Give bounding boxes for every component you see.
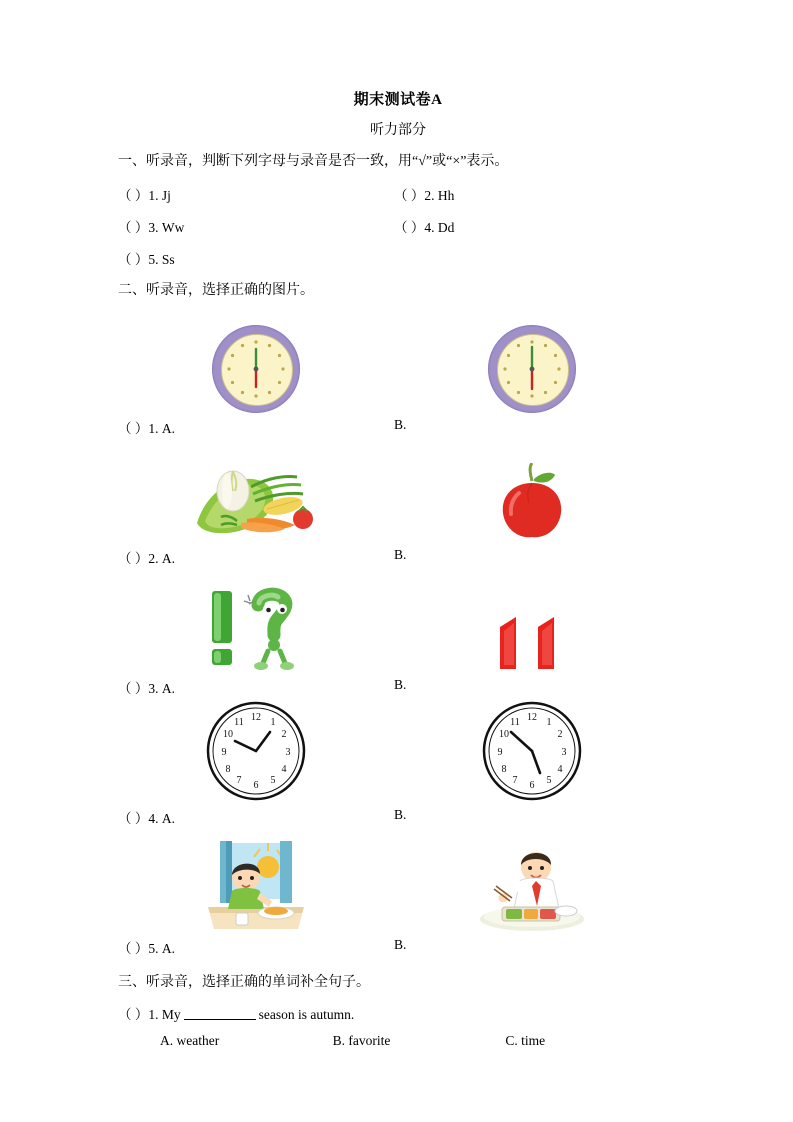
svg-text:9: 9 <box>221 747 227 758</box>
picture-slot-b[interactable] <box>394 443 670 543</box>
svg-text:1: 1 <box>270 717 276 728</box>
clock-line-ten-ten-icon <box>204 699 308 803</box>
item-letter: Ss <box>161 252 175 267</box>
question-2-heading: 二、听录音，选择正确的图片。 <box>118 283 314 298</box>
option-a[interactable]: A. weather <box>160 1033 220 1048</box>
svg-text:4: 4 <box>557 764 563 775</box>
picture-pair <box>118 313 678 413</box>
item-letter: Hh <box>437 188 455 203</box>
letter-item <box>394 216 670 236</box>
svg-text:6: 6 <box>529 780 535 791</box>
question-2-row <box>118 703 678 827</box>
picture-slot-b[interactable] <box>394 833 670 933</box>
picture-labels <box>118 807 678 827</box>
picture-labels <box>118 417 678 437</box>
question-2-row <box>118 313 678 437</box>
letter-item <box>118 248 394 268</box>
svg-text:2: 2 <box>557 729 563 740</box>
svg-text:3: 3 <box>561 747 567 758</box>
question-1-heading: 一、听录音，判断下列字母与录音是否一致，用“√”或“×”表示。 <box>118 154 509 169</box>
question-3-item <box>118 1003 678 1023</box>
question-2-row <box>118 443 678 567</box>
svg-text:10: 10 <box>223 729 233 740</box>
picture-pair <box>118 703 678 803</box>
item-number: 1. <box>148 188 159 203</box>
svg-text:1: 1 <box>546 717 552 728</box>
letter-item <box>394 184 670 204</box>
picture-pair <box>118 833 678 933</box>
option-a-label[interactable]: （ ）3. A. <box>118 681 175 696</box>
answer-bracket[interactable]: （ ） <box>118 220 149 235</box>
sentence-before: My <box>161 1007 181 1022</box>
question-2-row <box>118 573 678 697</box>
picture-slot-b[interactable] <box>394 313 670 413</box>
boy-eating-lunch-icon <box>476 841 588 933</box>
clock-hands <box>212 325 300 413</box>
apple-icon <box>493 463 571 543</box>
item-number: 5. <box>148 252 159 267</box>
page-content <box>118 88 678 1049</box>
section-title: 听力部分 <box>370 123 426 138</box>
answer-blank[interactable] <box>184 1007 256 1020</box>
answer-bracket[interactable]: （ ） <box>118 252 149 267</box>
svg-text:5: 5 <box>546 775 552 786</box>
number-eleven-icon <box>486 611 578 673</box>
answer-bracket[interactable]: （ ） <box>118 188 149 203</box>
clock-color-twelve-thirty-icon <box>488 325 576 413</box>
vegetables-icon <box>191 461 321 543</box>
svg-text:6: 6 <box>253 780 259 791</box>
svg-text:12: 12 <box>527 712 537 723</box>
svg-text:11: 11 <box>510 717 520 728</box>
option-b-label[interactable]: B. <box>394 417 407 432</box>
svg-text:10: 10 <box>499 729 509 740</box>
question-1-row <box>118 216 678 236</box>
answer-bracket[interactable]: （ ） <box>394 220 425 235</box>
svg-text:5: 5 <box>270 775 276 786</box>
picture-slot-a[interactable] <box>118 443 394 543</box>
svg-text:8: 8 <box>225 764 231 775</box>
svg-text:12: 12 <box>251 712 261 723</box>
option-a-label[interactable]: （ ）1. A. <box>118 421 175 436</box>
boy-eating-breakfast-icon <box>202 841 310 933</box>
clock-line-five-forty-icon <box>480 699 584 803</box>
option-b-label[interactable]: B. <box>394 677 407 692</box>
svg-text:3: 3 <box>285 747 291 758</box>
picture-labels <box>118 547 678 567</box>
svg-text:11: 11 <box>234 717 244 728</box>
svg-text:2: 2 <box>281 729 287 740</box>
option-a-label[interactable]: （ ）2. A. <box>118 551 175 566</box>
option-b-label[interactable]: B. <box>394 937 407 952</box>
item-number: 2. <box>424 188 435 203</box>
option-b-label[interactable]: B. <box>394 807 407 822</box>
exclamation-question-cartoon-icon <box>196 587 316 673</box>
item-letter: Jj <box>161 188 171 203</box>
picture-slot-b[interactable] <box>394 573 670 673</box>
picture-pair <box>118 443 678 543</box>
picture-slot-a[interactable] <box>118 833 394 933</box>
svg-text:8: 8 <box>501 764 507 775</box>
picture-labels <box>118 677 678 697</box>
question-1-row <box>118 184 678 204</box>
item-letter: Dd <box>437 220 455 235</box>
picture-slot-a[interactable] <box>118 313 394 413</box>
option-a-label[interactable]: （ ）5. A. <box>118 941 175 956</box>
svg-text:7: 7 <box>236 775 242 786</box>
question-3-heading: 三、听录音，选择正确的单词补全句子。 <box>118 975 370 990</box>
picture-slot-b[interactable] <box>394 703 670 803</box>
svg-text:9: 9 <box>497 747 503 758</box>
picture-slot-a[interactable] <box>118 703 394 803</box>
picture-slot-a[interactable] <box>118 573 394 673</box>
sentence-after: season is autumn. <box>258 1007 355 1022</box>
clock-color-six-oclock-icon <box>212 325 300 413</box>
option-b-label[interactable]: B. <box>394 547 407 562</box>
item-letter: Ww <box>161 220 185 235</box>
question-2-row <box>118 833 678 957</box>
question-3-options <box>118 1033 678 1049</box>
question-1-row <box>118 248 678 268</box>
page-title: 期末测试卷A <box>353 92 443 108</box>
item-number: 4. <box>424 220 435 235</box>
letter-item <box>118 184 394 204</box>
svg-text:4: 4 <box>281 764 287 775</box>
answer-bracket[interactable]: （ ） <box>394 188 425 203</box>
item-number: 3. <box>148 220 159 235</box>
answer-bracket[interactable]: （ ）1. <box>118 1007 159 1022</box>
option-b[interactable]: B. favorite <box>332 1033 391 1048</box>
svg-text:7: 7 <box>512 775 518 786</box>
option-c[interactable]: C. time <box>505 1033 546 1048</box>
picture-pair <box>118 573 678 673</box>
letter-item <box>118 216 394 236</box>
clock-hands <box>488 325 576 413</box>
option-a-label[interactable]: （ ）4. A. <box>118 811 175 826</box>
picture-labels <box>118 937 678 957</box>
